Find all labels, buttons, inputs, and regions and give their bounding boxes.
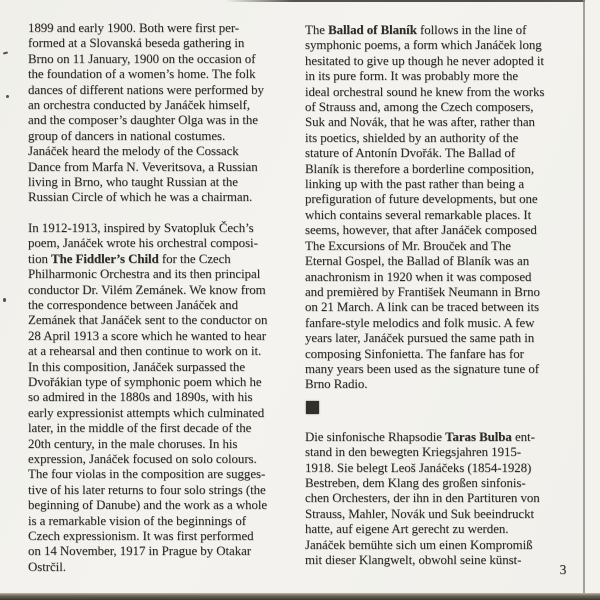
paragraph-taras-bulba-german: Die sinfonische Rhapsodie Taras Bulba ent- stand in den bewegten Kriegsjahren 1915- 1918. Sie belegt Leoš Janáčeks (1854-1928) Bestreben, dem Klang des großen sinfonis- chen Orchesters, der ihn in den Partituren von Strauss, Mahler, Novák und Suk beeindruckt hatte, auf eigene Art gerecht zu werden. Janáček bemühte sich um einen Kompromiß mit dieser Klangwelt, obwohl seine künst-: [305, 429, 540, 567]
paragraph-fiddlers-child: In 1912-1913, inspired by Svatopluk Čech’s poem, Janáček wrote his orchestral composi- tion The Fiddler’s Child for the Czech Philharmonic Orchestra and its then principal conductor Dr. Vilém Zemánek. We know from the correspondence between Janáček and Zemánek that Janáček sent to the conductor on 28 April 1913 a score which he wanted to hear at a rehearsal and then continue to work on it. In this composition, Janáček surpassed the Dvořákian type of symphonic poem which he so admired in the 1880s and 1890s, with his early expressionist attempts which culminated later, in the middle of the first decade of the 20th century, in the male choruses. In his expression, Janáček focused on solo colours. The four violas in the composition are sugges- tive of his later returns to four solo strings (the beginning of Danube) and the work as a whole is a remarkable vision of the beginnings of Czech expressionism. It was first performed on 14 November, 1917 in Prague by Otakar Ostrčil.: [28, 220, 268, 574]
left-column: [28, 21, 300, 575]
scan-top-edge: [225, 0, 600, 2]
page-number: 3: [559, 562, 567, 577]
scan-right-edge-line: [583, 0, 585, 594]
section-divider-square-icon: [306, 401, 319, 414]
scan-speck: [6, 95, 9, 98]
scan-right-margin: [585, 0, 600, 593]
paragraph-ballad-of-blanik: The Ballad of Blaník follows in the line of symphonic poems, a form which Janáček long hesitated to give up though he never adopted it in its pure form. It was probably more the ideal orchestral sound he knew from the works of Strauss and, among the Czech composers, Suk and Novák, that he was after, rather than its poetics, shielded by an authority of the stature of Antonín Dvořák. The Ballad of Blaník is therefore a borderline composition, linking up with the past rather than being a prefiguration of future developments, but one which contains several remarkable places. It seems, however, that after Janáček composed The Excursions of Mr. Brouček and The Eternal Gospel, the Ballad of Blaník was an anachronism in 1920 when it was composed and premièred by František Neumann in Brno on 21 March. A link can be traced between its fanfare-style melodics and folk music. A few years later, Janáček pursued the same path in composing Sinfonietta. The fanfare has for many years been used as the signature tune of Brno Radio.: [305, 23, 545, 392]
scan-speck: [3, 298, 6, 302]
right-column: [305, 23, 587, 568]
scan-bottom-edge: [0, 593, 600, 600]
scan-speck: [3, 51, 8, 54]
paragraph-folk-dances-1899: 1899 and early 1900. Both were first per- formed at a Slovanská beseda gathering in Brno on 11 January, 1900 on the occasion of the foundation of a women’s home. The folk dances of different nations were performed by an orchestra conducted by Janáček himself, and the composer’s daughter Olga was in the group of dancers in national costumes. Janáček heard the melody of the Cossack Dance from Marfa N. Veveritsova, a Russian living in Brno, who taught Russian at the Russian Circle of which he was a chairman.: [28, 21, 264, 205]
